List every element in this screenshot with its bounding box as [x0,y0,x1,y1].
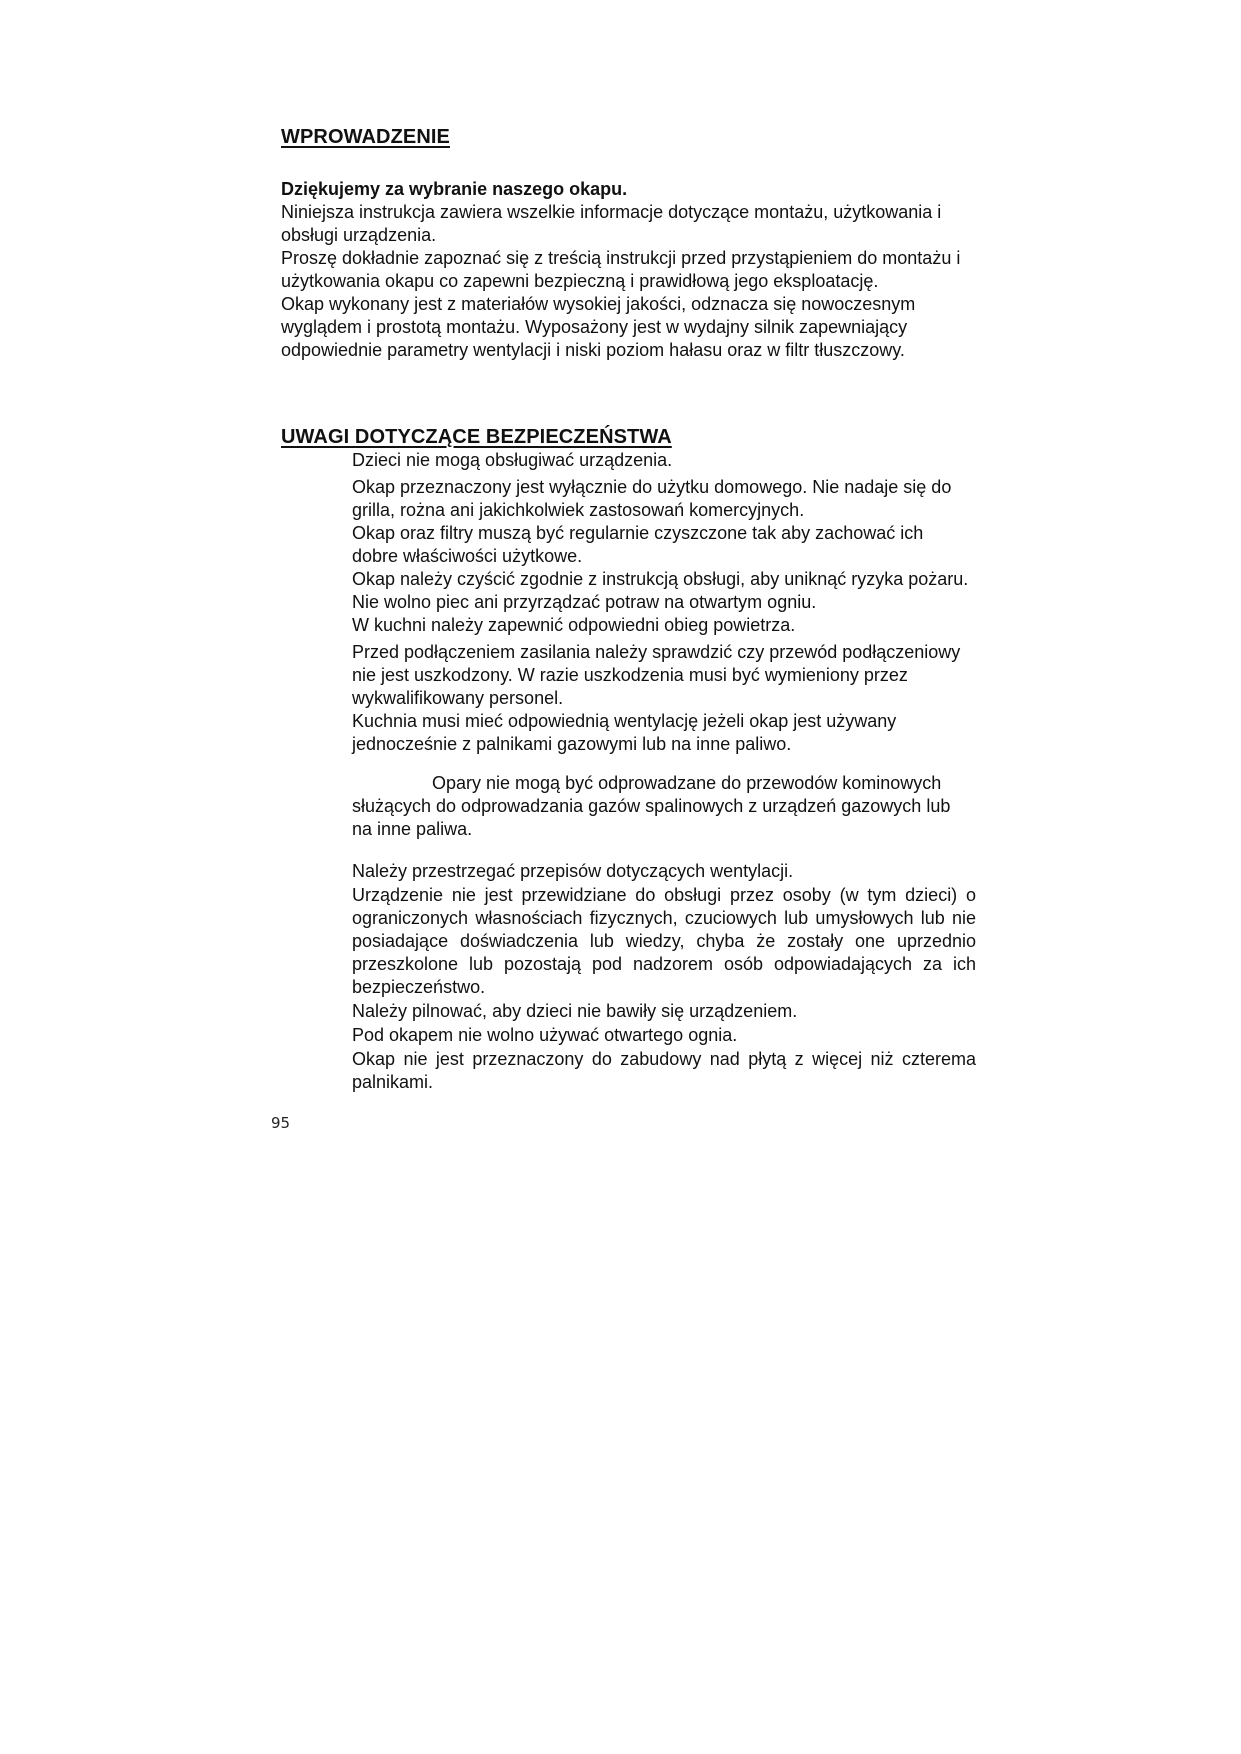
intro-heading: WPROWADZENIE [281,126,450,148]
bullet-text: Należy przestrzegać przepisów dotyczących wentylacji. [352,861,794,881]
safety-note: Nie wolno piec ani przyrządzać potraw na otwartym ogniu. [352,592,817,612]
bullet-box-icon [316,1000,352,1023]
safety-note: Kuchnia musi mieć odpowiednią wentylację jeżeli okap jest używany jednocześnie z palnikami gazowymi lub na inne paliwo. [352,711,897,754]
safety-note: Opary nie mogą być odprowadzane do przewodów kominowych służących do odprowadzania gazów spalinowych z urządzeń gazowych lub na inne paliwa. [352,773,951,839]
safety-note: Przed podłączeniem zasilania należy sprawdzić czy przewód podłączeniowy nie jest uszkodzony. W razie uszkodzenia musi być wymieniony przez wykwalifikowany personel. [352,642,961,708]
bullet-box-icon [316,1024,352,1047]
list-item [316,1024,976,1047]
safety-notes [352,449,972,841]
list-item [316,1000,976,1023]
intro-lead: Dziękujemy za wybranie naszego okapu. [281,179,628,199]
bullet-text: Okap nie jest przeznaczony do zabudowy nad płytą z więcej niż czterema palnikami. [352,1049,976,1092]
bullet-box-icon [316,860,352,883]
safety-note: Okap należy czyścić zgodnie z instrukcją obsługi, aby uniknąć ryzyka pożaru. [352,569,969,589]
safety-note: W kuchni należy zapewnić odpowiedni obieg powietrza. [352,615,796,635]
bullet-box-icon [316,1048,352,1094]
bullet-text: Urządzenie nie jest przewidziane do obsługi przez osoby (w tym dzieci) o ograniczonych własnościach fizycznych, czuciowych lub umysłowych lub nie posiadające doświadczenia lub wiedzy, chyba że zostały one uprzednio przeszkolone lub pozostają pod nadzorem osób odpowiadających za ich bezpieczeństwo. [352,885,976,997]
intro-paragraph: Niniejsza instrukcja zawiera wszelkie informacje dotyczące montażu, użytkowania i obsługi urządzenia. [281,202,942,245]
bullet-text: Należy pilnować, aby dzieci nie bawiły się urządzeniem. [352,1001,798,1021]
intro-paragraph: Okap wykonany jest z materiałów wysokiej jakości, odznacza się nowoczesnym wyglądem i prostotą montażu. Wyposażony jest w wydajny silnik zapewniający odpowiednie parametry wentylacji i niski poziom hałasu oraz w filtr tłuszczowy. [281,294,916,360]
bullet-box-icon [316,884,352,999]
intro-paragraph: Proszę dokładnie zapoznać się z treścią instrukcji przed przystąpieniem do montażu i użytkowania okapu co zapewni bezpieczną i prawidłową jego eksploatację. [281,248,961,291]
list-item [316,884,976,999]
bullet-text: Pod okapem nie wolno używać otwartego ognia. [352,1025,738,1045]
safety-note: Dzieci nie mogą obsługiwać urządzenia. [352,450,673,470]
page-number: 95 [271,1114,291,1132]
safety-note: Okap przeznaczony jest wyłącznie do użytku domowego. Nie nadaje się do grilla, rożna ani jakichkolwiek zastosowań komercyjnych. [352,477,952,520]
safety-note: Okap oraz filtry muszą być regularnie czyszczone tak aby zachować ich dobre właściwości użytkowe. [352,523,924,566]
list-item [316,1048,976,1094]
intro-section [281,178,961,362]
list-item [316,860,976,883]
safety-heading: UWAGI DOTYCZĄCE BEZPIECZEŃSTWA [281,426,672,448]
safety-bullet-list [316,860,976,1095]
